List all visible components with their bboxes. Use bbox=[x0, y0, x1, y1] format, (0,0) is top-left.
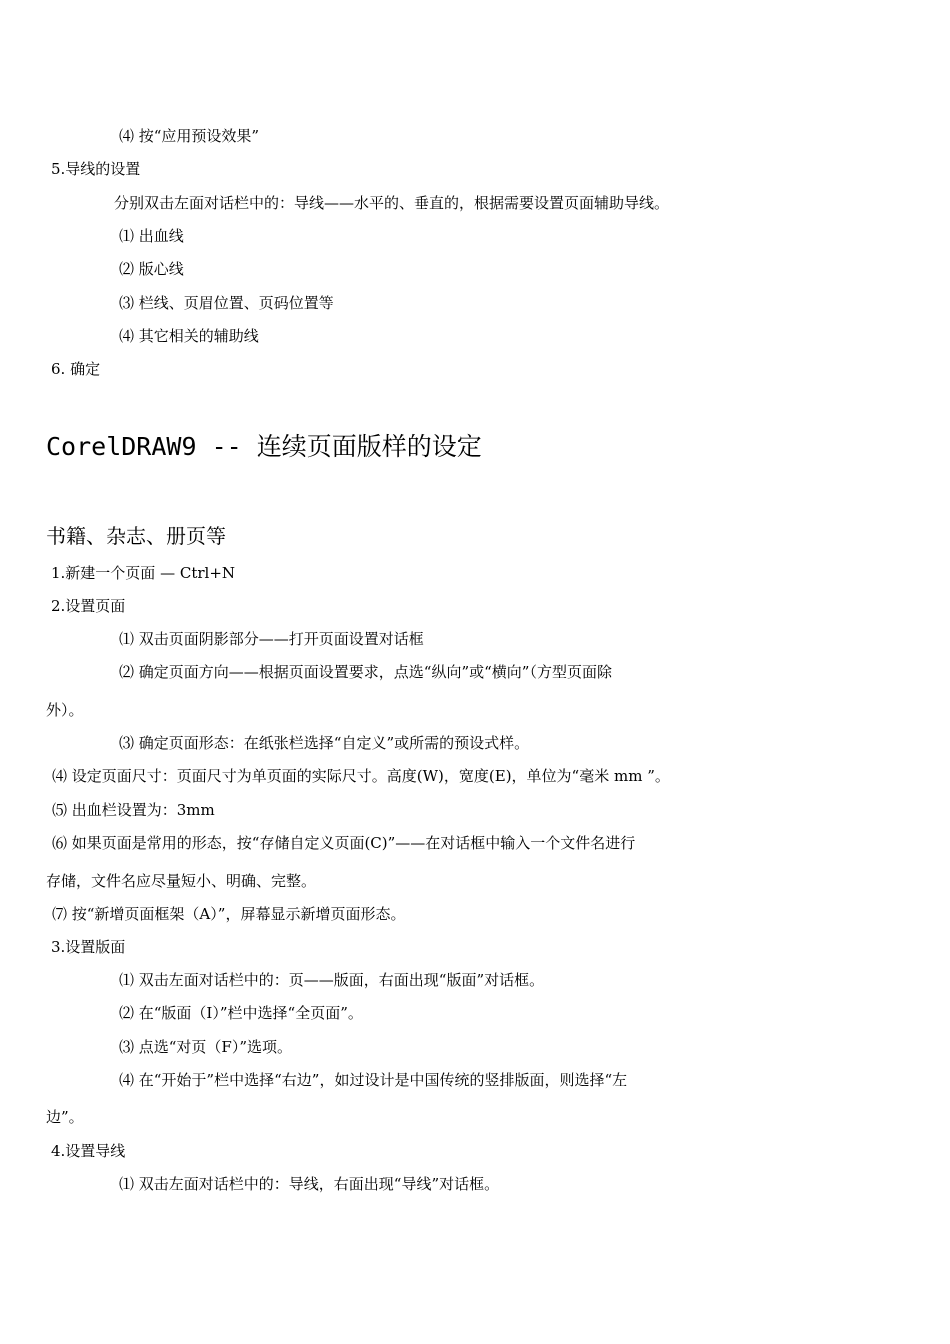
text-line: ⑷ 设定页面尺寸：页面尺寸为单页面的实际尺寸。高度(W)，宽度(E)，单位为“毫米 mm ”。 bbox=[52, 767, 670, 785]
text-line: ⑴ 双击左面对话栏中的：导线，右面出现“导线”对话框。 bbox=[119, 1175, 500, 1193]
text-line: 外）。 bbox=[46, 701, 84, 719]
text-line: ⑶ 点选“对页（F）”选项。 bbox=[119, 1038, 293, 1056]
text-line: ⑷ 其它相关的辅助线 bbox=[119, 327, 259, 345]
text-line: ⑷ 在“开始于”栏中选择“右边”，如过设计是中国传统的竖排版面，则选择“左 bbox=[119, 1071, 628, 1089]
text-line: ⑴ 双击左面对话栏中的：页——版面，右面出现“版面”对话框。 bbox=[119, 971, 545, 989]
text-line: ⑴ 双击页面阴影部分——打开页面设置对话框 bbox=[119, 630, 424, 648]
text-line: ⑹ 如果页面是常用的形态，按“存储自定义页面(C)”——在对话框中输入一个文件名进行 bbox=[52, 834, 636, 852]
text-line: ⑶ 栏线、页眉位置、页码位置等 bbox=[119, 294, 334, 312]
section-heading: 3.设置版面 bbox=[51, 938, 126, 956]
page-title: CorelDRAW9 -- 连续页面版样的设定 bbox=[46, 432, 482, 461]
text-line: ⑴ 出血线 bbox=[119, 227, 184, 245]
text-line: ⑵ 在“版面（I）”栏中选择“全页面”。 bbox=[119, 1004, 363, 1022]
text-line: 存储，文件名应尽量短小、明确、完整。 bbox=[46, 872, 317, 890]
page-subtitle: 书籍、杂志、册页等 bbox=[46, 524, 226, 548]
section-heading: 4.设置导线 bbox=[51, 1142, 126, 1160]
text-line: 边”。 bbox=[46, 1108, 84, 1126]
text-line: ⑵ 版心线 bbox=[119, 260, 184, 278]
section-heading: 2.设置页面 bbox=[51, 597, 126, 615]
text-line: ⑷ 按“应用预设效果” bbox=[119, 127, 260, 145]
section-heading: 6. 确定 bbox=[51, 360, 101, 378]
section-heading: 5.导线的设置 bbox=[51, 160, 141, 178]
text-line: ⑺ 按“新增页面框架（A）”，屏幕显示新增页面形态。 bbox=[52, 905, 406, 923]
text-line: ⑸ 出血栏设置为：3mm bbox=[52, 801, 215, 819]
text-line: ⑵ 确定页面方向——根据页面设置要求，点选“纵向”或“横向”（方型页面除 bbox=[119, 663, 612, 681]
text-line: ⑶ 确定页面形态：在纸张栏选择“自定义”或所需的预设式样。 bbox=[119, 734, 530, 752]
text-line: 分别双击左面对话栏中的：导线——水平的、垂直的，根据需要设置页面辅助导线。 bbox=[114, 194, 670, 212]
section-heading: 1.新建一个页面 — Ctrl+N bbox=[51, 564, 236, 582]
